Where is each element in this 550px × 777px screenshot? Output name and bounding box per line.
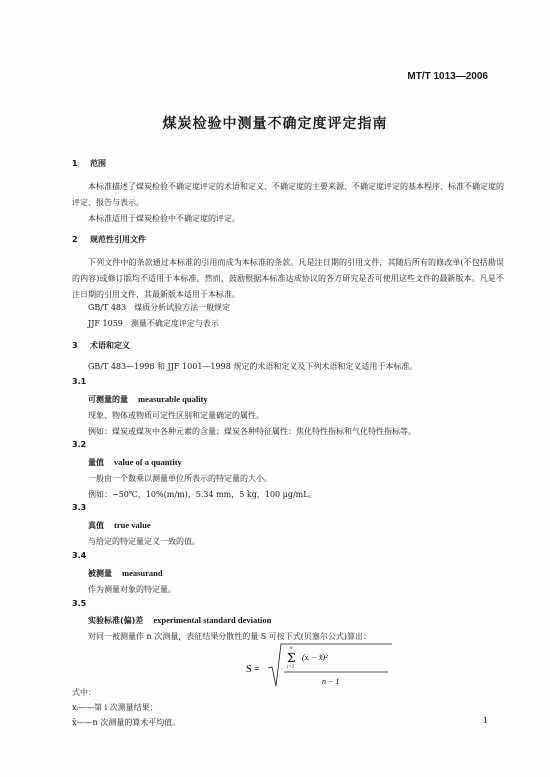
term-definition: 作为测量对象的特定量。 xyxy=(88,585,176,594)
term-chinese: 实验标准(偏)差 xyxy=(88,616,144,625)
term-entry xyxy=(88,457,182,468)
variable-definition: xᵢ——第 i 次测量结果； xyxy=(72,703,158,712)
normative-reference: JJF 1059 测量不确定度评定与表示 xyxy=(88,319,219,328)
section-1-body xyxy=(72,179,504,227)
term-example: 例如：煤炭或煤灰中各种元素的含量；煤炭各种特征属性：焦化特性指标和气化特性指标等。 xyxy=(88,427,416,436)
document-title: 煤炭检验中测量不确定度评定指南 xyxy=(162,116,388,132)
sum-lower-limit: i=1 xyxy=(287,665,295,670)
term-english: measurand xyxy=(122,568,163,578)
section-3-intro: GB/T 483—1998 和 JJF 1001—1998 规定的术语和定义及下列术语和定义适用于本标准。 xyxy=(88,362,418,371)
page-number: 1 xyxy=(482,716,488,725)
normative-reference: GB/T 483 煤质分析试验方法一般规定 xyxy=(88,303,231,312)
term-definition: 与给定的特定量定义一致的值。 xyxy=(88,537,200,546)
denominator: n − 1 xyxy=(322,677,340,686)
term-number: 3.5 xyxy=(72,599,87,608)
term-entry xyxy=(88,394,208,405)
paragraph: 本标准适用于煤炭检验中不确定度的评定。 xyxy=(88,214,240,223)
term-english: measurable quality xyxy=(138,394,208,404)
sigma-symbol: Σ xyxy=(287,651,296,665)
term-entry xyxy=(88,520,151,531)
term-chinese: 量值 xyxy=(88,458,104,467)
term-number: 3.1 xyxy=(72,377,87,386)
paragraph: 本标准描述了煤炭检验不确定度评定的术语和定义、不确定度的主要来源、不确定度评定的基本程序、标准不确定度的评定、报告与表示。 xyxy=(72,182,504,207)
section-3-heading xyxy=(72,340,130,351)
variable-definition: x̄——n 次测量的算术平均值。 xyxy=(72,718,181,727)
section-title: 术语和定义 xyxy=(90,341,130,350)
section-2-heading xyxy=(72,234,146,245)
term-entry xyxy=(88,568,163,579)
section-2-body xyxy=(72,255,504,303)
formula-lhs: S = xyxy=(246,664,260,675)
term-english: experimental standard deviation xyxy=(153,615,272,625)
term-number: 3.3 xyxy=(72,503,87,512)
term-number: 3.4 xyxy=(72,551,87,560)
section-title: 范围 xyxy=(90,159,106,168)
term-english: true value xyxy=(114,520,151,530)
section-number: 1 xyxy=(72,159,78,168)
term-definition: 现象、物体或物质可定性区别和定量确定的属性。 xyxy=(88,411,264,420)
term-english: value of a quantity xyxy=(114,457,182,467)
term-chinese: 可测量的量 xyxy=(88,395,128,404)
paragraph: 下列文件中的条款通过本标准的引用而成为本标准的条款。凡是注日期的引用文件，其随后所有的修改单(不包括勘误的内容)或修订版均不适用于本标准，然而，鼓励根据本标准达成协议的各方研究是否可使用这些文件的最新版本。凡是不注日期的引用文件，其最新版本适用于本标准。 xyxy=(72,258,504,299)
term-example: 例如：−50℃，10%(m/m)，5.34 mm，5 kg，100 μg/mL。 xyxy=(88,490,317,499)
section-title: 规范性引用文件 xyxy=(90,235,146,244)
term-chinese: 被测量 xyxy=(88,569,112,578)
sum-term: (xᵢ − x̄)² xyxy=(302,653,328,662)
sum-upper-limit: n xyxy=(290,646,293,651)
term-number: 3.2 xyxy=(72,440,87,449)
term-definition: 对同一被测量作 n 次测量，表征结果分散性的量 S 可按下式(贝塞尔公式)算出： xyxy=(88,632,372,641)
term-definition: 一般由一个数乘以测量单位所表示的特定量的大小。 xyxy=(88,474,272,483)
section-number: 2 xyxy=(72,235,78,244)
section-number: 3 xyxy=(72,341,78,350)
term-chinese: 真值 xyxy=(88,521,104,530)
term-entry xyxy=(88,615,271,626)
section-1-heading xyxy=(72,158,106,169)
where-label: 式中： xyxy=(72,688,96,697)
standard-number: MT/T 1013—2006 xyxy=(407,71,488,82)
bessel-formula xyxy=(242,640,402,696)
